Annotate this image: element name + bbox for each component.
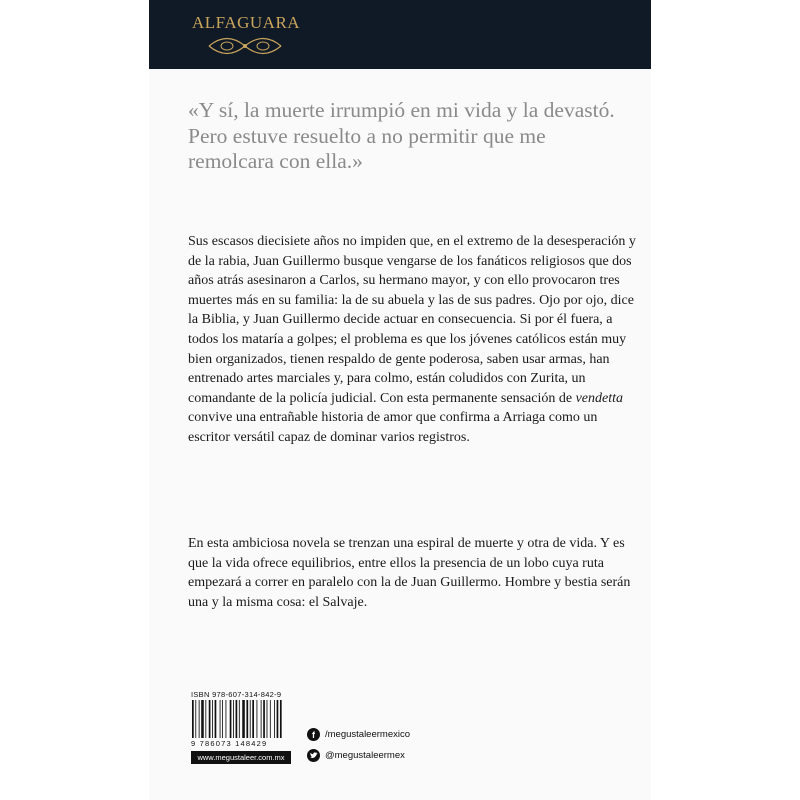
barcode-bar: [205, 700, 206, 738]
barcode-bar: [222, 700, 223, 738]
barcode-bar: [274, 700, 275, 738]
barcode-bar: [242, 700, 245, 738]
publisher-logo: ALFAGUARA: [192, 13, 301, 32]
barcode-digits: 9 786073 148429: [191, 739, 268, 748]
barcode-bar: [277, 700, 279, 738]
facebook-link[interactable]: [307, 728, 410, 741]
synopsis-paragraph-1: [188, 232, 638, 448]
synopsis-text: Sus escasos diecisiete años no impiden que, en el extremo de la desesperación y de la rabia, Juan Guillermo busque vengarse de los fanáticos religiosos que dos años atrás asesinaron a Carlos, su hermano mayor, y con ello provocaron tres muertes más en su familia: la de su abuela y las de sus padres. Ojo por ojo, dice la Biblia, y Juan Guillermo decide actuar en consecuencia. Si por él fuera, a todos los mataría a golpes; el problema es que los jóvenes católicos están muy bien organizados, tienen respaldo de gente poderosa, saben usar armas, han entrenado artes marciales y, para colmo, están coludidos con Zurita, un comandante de la policía judicial. Con esta permanente sensación de: [188, 234, 636, 406]
barcode-bar: [257, 700, 258, 738]
barcode-bar: [192, 700, 194, 738]
barcode-bar: [239, 700, 240, 738]
barcode-bar: [267, 700, 268, 738]
barcode-bar: [226, 700, 227, 738]
synopsis-italic-word: vendetta: [575, 390, 623, 406]
facebook-handle: /megustaleermexico: [325, 729, 411, 740]
barcode-bar: [212, 700, 213, 738]
twitter-link[interactable]: [307, 749, 405, 762]
facebook-icon: f: [307, 728, 320, 741]
barcode-bar: [209, 700, 211, 738]
barcode-bar: [201, 700, 204, 738]
barcode-bar: [195, 700, 196, 738]
barcode-bar: [236, 700, 238, 738]
synopsis-paragraph-2: En esta ambiciosa novela se trenzan una espiral de muerte y otra de vida. Y es que la vida ofrece equilibrios, entre ellos la presencia de un lobo cuya ruta empezará a correr en paralelo con la de Juan Guillermo. Hombre y bestia serán una y la misma cosa: el Salvaje.: [188, 536, 631, 610]
barcode-bar: [220, 700, 221, 738]
barcode-bar: [199, 700, 200, 738]
barcode: [191, 700, 291, 738]
barcode-bar: [252, 700, 254, 738]
barcode-bar: [261, 700, 262, 738]
barcode-bar: [280, 700, 282, 738]
barcode-bar: [230, 700, 232, 738]
logo-flourish-icon: [207, 34, 283, 58]
website-url: www.megustaleer.com.mx: [191, 751, 291, 764]
barcode-bar: [270, 700, 271, 738]
twitter-handle: @megustaleermex: [325, 750, 405, 761]
twitter-icon: [307, 749, 320, 762]
synopsis-text: convive una entrañable historia de amor que confirma a Arriaga como un escritor versátil capaz de dominar varios registros.: [188, 410, 598, 445]
barcode-bar: [246, 700, 248, 738]
barcode-bar: [250, 700, 251, 738]
barcode-bar: [233, 700, 234, 738]
barcode-bar: [215, 700, 217, 738]
pull-quote: «Y sí, la muerte irrumpió en mi vida y la devastó. Pero estuve resuelto a no permitir que me remolcara con ella.»: [188, 98, 615, 173]
barcode-bar: [263, 700, 265, 738]
isbn-label: ISBN 978-607-314-842-9: [191, 690, 282, 699]
